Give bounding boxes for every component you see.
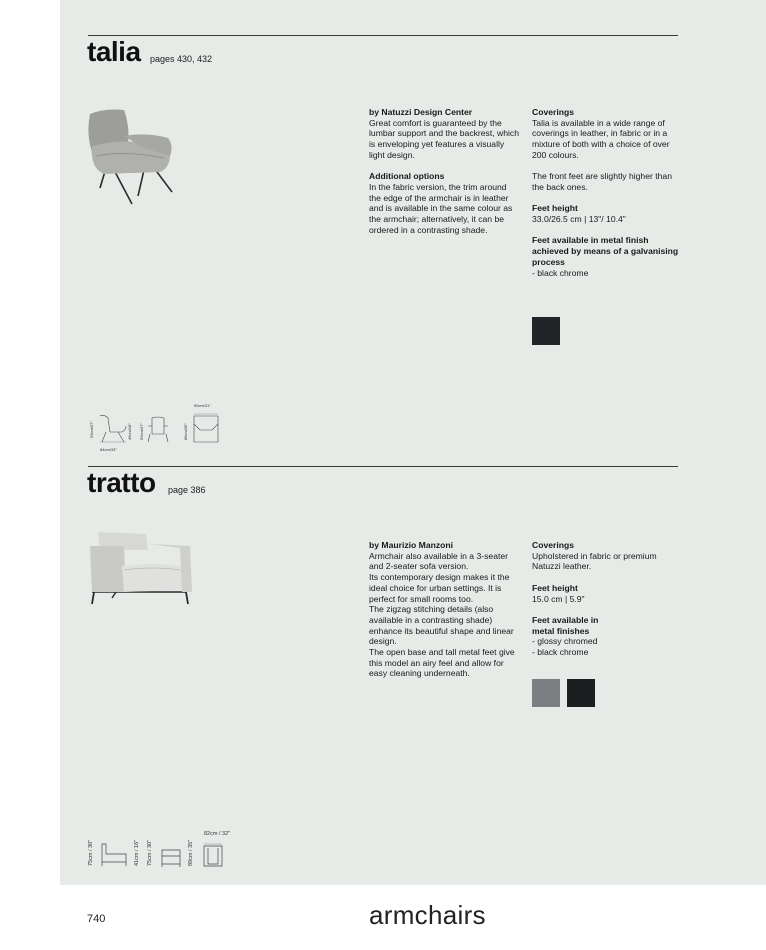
product-title-talia: talia — [87, 36, 141, 67]
talia-dim-seat: 46cm/18" — [127, 423, 132, 440]
tratto-finish-item-2: - black chrome — [532, 647, 589, 657]
talia-armchair-image — [84, 106, 176, 206]
tratto-finish-item-1: - glossy chromed — [532, 636, 598, 647]
product-title-tratto: tratto — [87, 467, 156, 498]
section-rule-talia — [88, 35, 678, 36]
tratto-dim-height: 75cm / 30" — [88, 839, 94, 866]
talia-coverings-text: Talia is available in a wide range of coverings in leather, in fabric or in a mixture of both with a choice of over 200 colours. — [532, 117, 670, 160]
page-reference-tratto: page 386 — [168, 485, 206, 495]
talia-dim-height-3: 88cm/35" — [183, 423, 188, 440]
talia-feet-height-title: Feet height — [532, 203, 578, 214]
category-title: armchairs — [369, 900, 486, 930]
tratto-dim-height-2: 75cm / 30" — [147, 839, 153, 866]
page-reference-talia: pages 430, 432 — [150, 54, 213, 64]
talia-finish-title: Feet available in metal finish achieved by means of a galvanising process — [532, 235, 679, 267]
tratto-coverings-column — [532, 540, 680, 668]
talia-dim-depth: 84cm/33" — [100, 447, 117, 452]
talia-description: Great comfort is guaranteed by the lumbar support and the backrest, which is enveloping yet features a visually light design. — [369, 117, 519, 160]
talia-coverings-column — [532, 107, 680, 289]
tratto-finish-title: Feet available in metal finishes — [532, 614, 599, 636]
tratto-technical-drawing — [96, 836, 232, 870]
tratto-swatch-glossy-chromed — [532, 679, 560, 707]
talia-designer: by Natuzzi Design Center — [369, 107, 473, 117]
page-number: 740 — [87, 913, 106, 925]
talia-dim-height-2: 93cm/37" — [139, 423, 144, 440]
section-rule-tratto — [88, 466, 678, 467]
tratto-description-column — [369, 540, 519, 690]
tratto-swatch-black-chrome — [567, 679, 595, 707]
tratto-feet-height-value: 15.0 cm | 5.9" — [532, 593, 585, 604]
tratto-armchair-image — [86, 530, 196, 608]
tratto-coverings-title: Coverings — [532, 540, 575, 550]
tratto-coverings-text: Upholstered in fabric or premium Natuzzi leather. — [532, 550, 657, 572]
talia-coverings-title: Coverings — [532, 107, 575, 117]
tratto-designer: by Maurizio Manzoni — [369, 540, 454, 550]
talia-description-column — [369, 107, 519, 246]
talia-dim-height: 93cm/37" — [89, 421, 94, 438]
tratto-dim-seat: 41cm / 16" — [134, 839, 140, 866]
talia-feet-note: The front feet are slightly higher than the back ones. — [532, 171, 672, 192]
tratto-dim-height-3: 89cm / 35" — [188, 839, 194, 866]
talia-finish-item: - black chrome — [532, 267, 589, 278]
tratto-description: Armchair also available in a 3-seater and 2-seater sofa version. Its contemporary design makes it the ideal choice for urban settings. It is perfect for small rooms too. The zigzag stitching details (also available in a contrasting shade) enhance its beautiful shape and linear design. The open base and tall metal feet give this model an airy feel and allow for easy cleaning underneath. — [369, 550, 515, 679]
talia-dim-width: 90cm/31" — [194, 403, 211, 408]
talia-swatch-black-chrome — [532, 317, 560, 345]
talia-options-title: Additional options — [369, 171, 445, 182]
talia-feet-height-value: 33.0/26.5 cm | 13"/ 10.4" — [532, 214, 626, 224]
tratto-feet-height-title: Feet height — [532, 582, 578, 593]
tratto-dim-width: 82cm / 32" — [204, 831, 231, 837]
talia-options-text: In the fabric version, the trim around the edge of the armchair is in leather and is available in the same colour as the armchair; alternatively, it can be ordered in a contrasting shade. — [369, 181, 513, 235]
